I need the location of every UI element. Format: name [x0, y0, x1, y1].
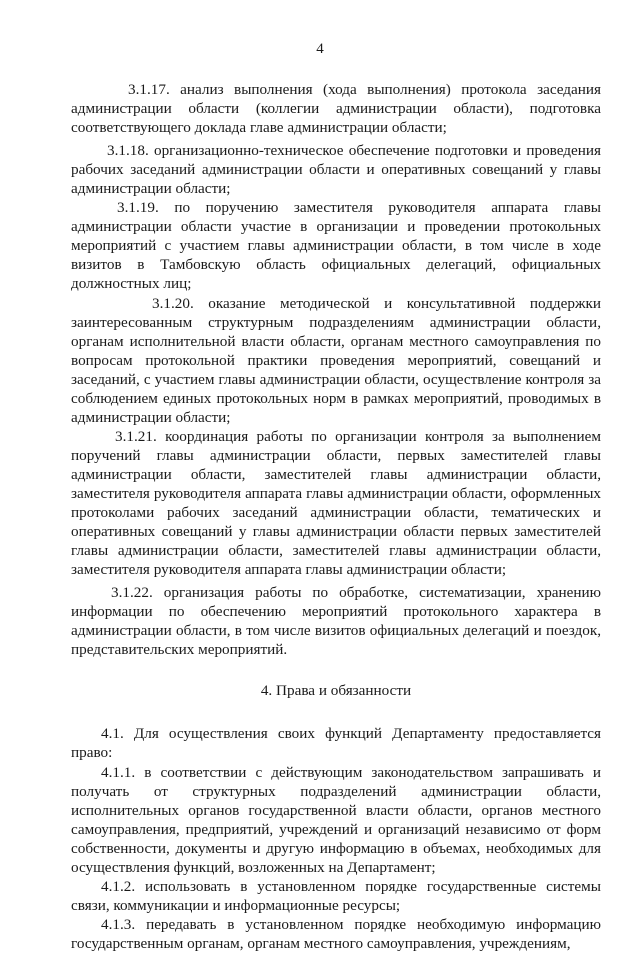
- document-body: [71, 80, 601, 953]
- paragraph-3-1-22: 3.1.22. организация работы по обработке, систематизации, хранению информации по обеспечению мероприятий протокольного характера в администрации области, в том числе визитов официальных делегаций и поездок, представительских мероприятий.: [71, 584, 601, 659]
- paragraph-3-1-20: 3.1.20. оказание методической и консультативной поддержки заинтересованным структурным подразделениям администрации области, органам исполнительной власти области, органам местного самоуправления по вопросам протокольной практики проведения мероприятий, совещаний и заседаний, с участием главы администрации области, осуществление контроля за соблюдением единых протокольных норм в рамках мероприятий, проводимых в администрации области;: [71, 294, 601, 426]
- section-heading-4: 4. Права и обязанности: [260, 682, 412, 700]
- paragraph-3-1-18: 3.1.18. организационно-техническое обеспечение подготовки и проведения рабочих заседаний администрации области и оперативных совещаний у главы администрации области;: [71, 142, 601, 198]
- paragraph-3-1-19: 3.1.19. по поручению заместителя руководителя аппарата главы администрации области участие в организации и проведении протокольных мероприятий с участием главы администрации области, в том числе в ходе визитов в Тамбовскую область официальных делегаций, официальных должностных лиц;: [71, 199, 601, 293]
- paragraph-4-1-3: 4.1.3. передавать в установленном порядке необходимую информацию государственным органам, органам местного самоуправления, учреждениям,: [71, 915, 601, 952]
- paragraph-4-1: 4.1. Для осуществления своих функций Департаменту предоставляется право:: [71, 725, 601, 762]
- paragraph-4-1-1: 4.1.1. в соответствии с действующим законодательством запрашивать и получать от структурных подразделений администрации области, исполнительных органов государственной власти области, органов местного самоуправления, предприятий, учреждений и организаций независимо от форм собственности, документы и другую информацию в объемах, необходимых для осуществления функций, возложенных на Департамент;: [71, 763, 601, 876]
- paragraph-3-1-21: 3.1.21. координация работы по организации контроля за выполнением поручений главы администрации области, первых заместителей главы администрации области, заместителей главы администрации области, заместителя руководителя аппарата главы администрации области, оформленных протоколами рабочих заседаний администрации области, тематических и оперативных совещаний у главы администрации области первых заместителей главы администрации области, заместителей главы администрации области, заместителя руководителя аппарата главы администрации области;: [71, 427, 601, 579]
- paragraph-4-1-2: 4.1.2. использовать в установленном порядке государственные системы связи, коммуникации и информационные ресурсы;: [71, 877, 601, 914]
- paragraph-3-1-17: 3.1.17. анализ выполнения (хода выполнения) протокола заседания администрации области (коллегии администрации области), подготовка соответствующего доклада главе администрации области;: [71, 81, 601, 137]
- page-number: 4: [316, 41, 324, 57]
